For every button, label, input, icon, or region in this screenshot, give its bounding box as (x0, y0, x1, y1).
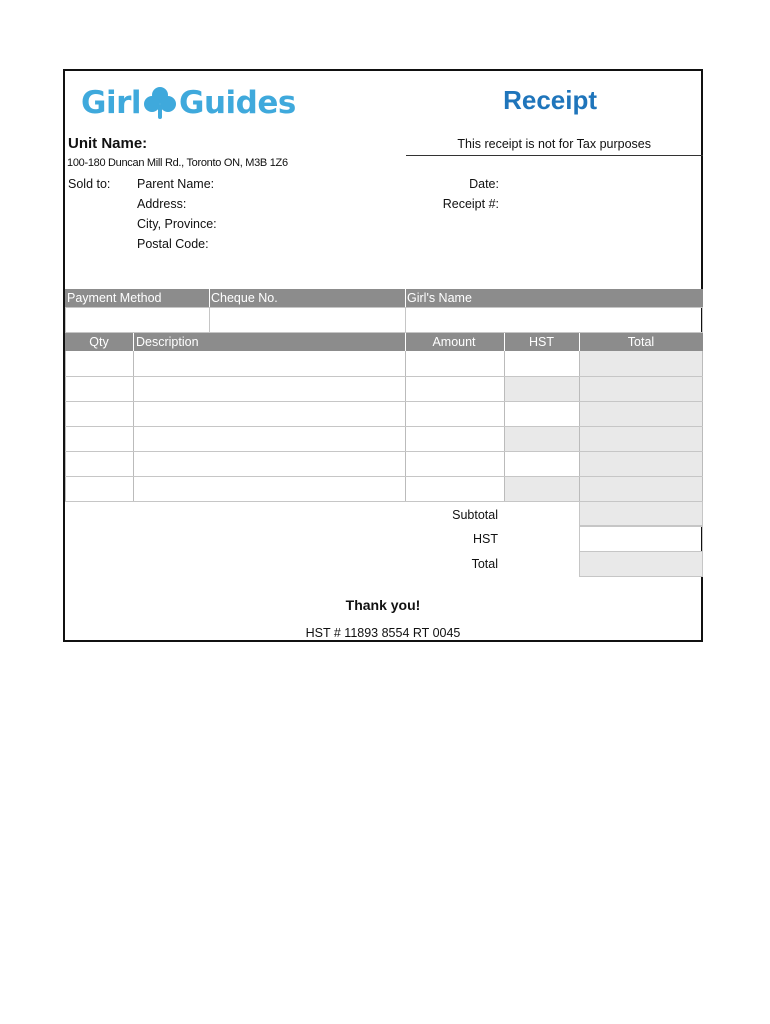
tax-note-underline (406, 155, 703, 156)
receipt-form (63, 69, 703, 642)
item-row-line-5 (65, 476, 703, 477)
summary-hst-field[interactable] (579, 526, 703, 552)
description-header: Description (136, 335, 199, 349)
payment-method-field[interactable] (65, 307, 210, 333)
amount-header: Amount (432, 335, 476, 349)
summary-total-field[interactable] (579, 551, 703, 577)
logo-word-girl: Girl (81, 85, 141, 121)
address-label: Address: (137, 197, 187, 211)
trefoil-icon (142, 85, 178, 121)
girls-name-field[interactable] (405, 307, 703, 333)
receipt-title: Receipt (503, 85, 597, 115)
city-province-label: City, Province: (137, 217, 217, 231)
unit-address: 100-180 Duncan Mill Rd., Toronto ON, M3B 1Z6 (67, 157, 288, 169)
hst-cell-shade-4 (504, 426, 579, 451)
unit-name-label: Unit Name: (68, 135, 148, 152)
date-label: Date: (469, 177, 499, 191)
postal-code-label: Postal Code: (137, 237, 209, 251)
qty-header: Qty (89, 335, 109, 349)
subtotal-label: Subtotal (452, 508, 498, 522)
girls-name-header: Girl's Name (407, 291, 472, 305)
hst-cell-shade-6 (504, 476, 579, 501)
cheque-no-field[interactable] (209, 307, 406, 333)
cheque-no-header: Cheque No. (211, 291, 278, 305)
parent-name-label: Parent Name: (137, 177, 215, 191)
items-header-divider-4 (579, 333, 580, 351)
summary-total-label: Total (471, 557, 498, 571)
item-row-line-3 (65, 426, 703, 427)
tax-note: This receipt is not for Tax purposes (457, 137, 651, 151)
girl-guides-logo (81, 83, 296, 123)
logo-word-guides: Guides (179, 85, 296, 121)
subtotal-field[interactable] (579, 501, 703, 526)
payment-method-header: Payment Method (67, 291, 162, 305)
items-header-divider-1 (133, 333, 134, 351)
items-header-divider-2 (405, 333, 406, 351)
item-row-line-2 (65, 401, 703, 402)
item-row-line-1 (65, 376, 703, 377)
hst-header: HST (529, 335, 554, 349)
receipt-number-label: Receipt #: (442, 197, 499, 211)
item-row-line-4 (65, 451, 703, 452)
hst-cell-shade-2 (504, 376, 579, 401)
thank-you-text: Thank you! (345, 597, 421, 613)
items-header-divider-3 (504, 333, 505, 351)
total-header: Total (627, 335, 655, 349)
sold-to-label: Sold to: (68, 177, 111, 191)
hst-number: HST # 11893 8554 RT 0045 (305, 626, 461, 640)
summary-hst-label: HST (473, 532, 498, 546)
